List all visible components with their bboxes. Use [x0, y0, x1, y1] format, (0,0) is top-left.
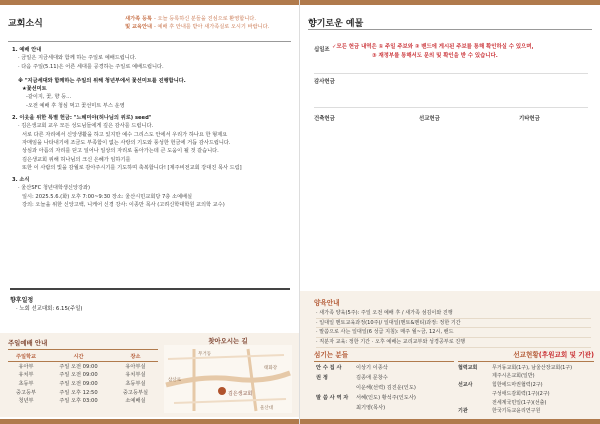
map-label: 태화강	[264, 365, 278, 370]
names: 서혜(인도) 황석주(인도사)	[356, 395, 416, 401]
role-label: 말 씀 사 역 자	[316, 395, 349, 401]
nurture-area	[300, 291, 600, 419]
list-item	[314, 372, 454, 382]
table-cell: 청년부	[18, 398, 34, 405]
role-label: 안 수 집 사	[316, 365, 342, 371]
schedule-title: 향후일정	[10, 297, 34, 304]
offering-row-tithe	[314, 42, 588, 74]
section-title: 3. 소식	[12, 177, 30, 184]
section-title: 1. 예배 안내	[12, 47, 42, 53]
table-cell: 중고등부	[16, 389, 37, 396]
section-line: -같이지, 꽃, 향 등...	[26, 94, 72, 101]
offering-row-thanks	[314, 74, 588, 108]
schedule-item: · 노회 선교대회: 6.15(주일)	[16, 306, 83, 312]
bottom-bar	[0, 419, 299, 424]
church-label: 김은생교회	[228, 391, 253, 397]
offering-note-2: ③ 재정부를 통해서도 문의 및 확인을 받 수 있습니다.	[372, 53, 498, 59]
section-title: 2. 이웃을 위한 특별 헌금: "느헤미야(허나님의 위로) seed"	[12, 115, 152, 122]
offering-label: 건축헌금	[314, 116, 335, 122]
mission-detail: 전세계국민일(1구)(선출)	[492, 399, 547, 406]
offering-label: 십일조	[314, 47, 330, 53]
table-cell: 주일 오후 03:00	[59, 398, 98, 405]
section-line: · 금일은 지금세대와 함께 하는 주일로 예배드립니다.	[18, 55, 137, 62]
offering-notice	[332, 43, 588, 61]
newcomer-note-1: - 오늘 등록하신 분들을 진심으로 환영합니다.	[154, 16, 256, 22]
newcomer-note-2: - 예배 후 안내를 받아 새가족실로 오시기 바랍니다.	[154, 24, 270, 30]
section-line: 일시: 2025.5.6.(화) 오후 7:00~9:30 장소: 울산시민교회당 7층 소예배실	[22, 193, 192, 200]
nurture-line: · 말씀으로 사는 일대일(6 성급 지침): 매주 월~금, 12시, 밴드	[316, 328, 591, 338]
top-bar	[300, 0, 600, 5]
mission-detail: 한국기독교윤리연구원	[492, 408, 541, 415]
mission-category: 선교사	[458, 382, 473, 389]
col-header: 주일학교	[8, 352, 44, 362]
table-row	[8, 388, 158, 397]
table-cell: 초등부	[18, 380, 34, 387]
page-title: 교회소식	[8, 19, 43, 29]
offering-label: 선교헌금	[419, 116, 440, 122]
list-item	[458, 362, 594, 371]
list-item	[458, 406, 594, 415]
names: 김종애 문창수	[356, 375, 388, 381]
names: 이상기 이종삭	[356, 365, 388, 371]
newcomer-notes	[154, 15, 300, 31]
col-header: 시간	[44, 352, 113, 362]
news-content	[12, 46, 292, 209]
map-label: 삼산로	[168, 377, 182, 382]
list-item	[314, 402, 454, 412]
section-line: -오전 예배 후 청심 먹고 꽃선미트 부스 운영	[26, 102, 125, 109]
table-cell: 유아부	[18, 363, 34, 370]
table-cell: 초등부실	[125, 380, 146, 387]
map-label: 무거동	[198, 351, 212, 356]
list-item	[314, 382, 454, 392]
offering-label: 기타헌금	[519, 116, 540, 122]
newcomer-label-2: 및 교육안내	[125, 24, 152, 30]
mission-category: 기관	[458, 408, 468, 415]
directions-map	[164, 336, 292, 414]
worship-info-area	[0, 333, 299, 417]
table-row	[8, 362, 158, 371]
mission-detail: 제주시온교회(일반)	[492, 373, 535, 380]
worship-guide	[8, 338, 158, 405]
section-line: 또한 이 사람의 빛을 감월로 감아주시기를 기도하며 축복합니다! [제주비전교회 강대진 목사 드림]	[22, 164, 242, 171]
role-label: 권 정	[316, 375, 328, 381]
newcomer-label-1: 새가족 등록	[125, 16, 152, 22]
nurture-line: · 일대일 멘토교육과정(10주)/ 일대일(멘토&멘티)과정: 정한 기간	[316, 319, 591, 329]
list-item	[458, 388, 594, 397]
table-cell: 유치부실	[125, 372, 146, 379]
section-line: 자매임을 나타내기에 조금도 부족함이 없는 사랑의 기도와 풍성한 헌금에 거듭 감사드립니다.	[22, 139, 231, 146]
section-line: 김은생교회 위해 허나님의 크신 은혜가 임하기를	[22, 156, 131, 163]
table-cell: 주일 오후 12:50	[59, 389, 98, 396]
list-item	[458, 397, 594, 406]
mission-detail: 힘한에드마권협력(2구)	[492, 382, 543, 389]
offering-label: 감사헌금	[314, 79, 335, 85]
mission-title	[458, 349, 594, 362]
table-cell: 주일 오전 09:00	[59, 372, 98, 379]
map-title: 찾아오시는 길	[208, 337, 248, 345]
col-header: 장소	[113, 352, 158, 362]
table-cell: 유아부실	[125, 363, 146, 370]
nurture-title: 양육안내	[314, 299, 340, 307]
offering-list	[314, 42, 588, 268]
list-item	[314, 392, 454, 402]
servants-list	[314, 349, 454, 412]
table-cell: 유치부	[18, 372, 34, 379]
section-line: · 다음 주일(5.11)은 어른 세대를 공경하는 주일로 예배드립니다.	[18, 63, 164, 70]
table-cell: 주일 오전 09:00	[59, 380, 98, 387]
mission-status	[458, 349, 594, 415]
offering-title: 향기로운 예물	[308, 19, 364, 29]
table-row	[8, 379, 158, 388]
nurture-lines	[316, 309, 591, 348]
table-row	[8, 371, 158, 380]
table-cell: 중고등부실	[122, 389, 148, 396]
section-line: 서로 다른 자리에서 신앙생활을 하고 있지만 예수 그리스도 안에서 우리가 하나요 한 형제요	[22, 131, 228, 138]
mission-detail: 무거동교회(1구), 남울산장교회(1구)	[492, 364, 573, 371]
table-row	[8, 396, 158, 405]
table-cell: 소예배실	[125, 398, 146, 405]
offering-header	[308, 14, 592, 30]
section-line: 상심과 아픔의 자리를 딛고 일어나 일상의 자리로 돌아가는데 큰 도움이 될 것 같습니다.	[22, 148, 219, 155]
bottom-bar	[300, 419, 600, 424]
offering-note-1: ✓모든 헌금 내역은 ① 주일 주보와 ② 밴드에 게시된 주보를 통해 확인하실 수 있으며,	[332, 44, 534, 50]
mission-title-sub: (후원교회 및 기관)	[538, 351, 594, 359]
list-item	[458, 380, 594, 389]
worship-table	[8, 352, 158, 405]
mission-detail: 구성애드감회력(1구)(2구)	[492, 390, 550, 397]
section-line: · 울산SFC 청년대학생신앙강좌)	[18, 185, 90, 192]
mission-title-main: 선교현황	[513, 351, 539, 359]
names: 최기영(목사)	[356, 405, 386, 411]
list-item	[458, 371, 594, 380]
top-bar	[0, 0, 299, 5]
worship-title: 주일예배 안내	[8, 338, 158, 350]
servants-title: 섬기는 분들	[314, 349, 454, 362]
nurture-line: · 직분자 교육: 정한 기간 · 오후 예배는 교리교부와 성경공부로 진행	[316, 338, 591, 348]
table-cell: 주일 오전 09:00	[59, 363, 98, 370]
church-news-header	[8, 14, 291, 42]
mission-category: 협력교회	[458, 364, 478, 371]
section-line: 강의: 오늘을 위한 신앙고백, 니케어 신경 강사: 이종만 목사 (고려신학대학원 교의학 교수)	[22, 202, 225, 209]
map-drawing	[164, 345, 292, 413]
offering-row-multi	[314, 108, 588, 268]
map-label: 울산대	[260, 405, 274, 410]
right-page	[300, 0, 600, 424]
newcomer-labels	[98, 15, 152, 31]
section-line: ★꽃선미트	[22, 86, 47, 93]
section-line: · 김은생교회 교우 모든 성도님들에게 깊은 감사를 드립니다.	[18, 123, 154, 130]
names: 이운해(선력) 김진운(인도)	[356, 385, 416, 391]
nurture-line: · 새가족 양육(5주): 주일 오전 예배 후 / 새가족 섬김이와 진행	[316, 309, 591, 319]
list-item	[314, 362, 454, 372]
section-line: ※ "지금세대와 함께하는 주일의 위해 청년부에서 꽃선미트를 진행합니다.	[18, 77, 186, 84]
upcoming-schedule	[10, 288, 290, 314]
